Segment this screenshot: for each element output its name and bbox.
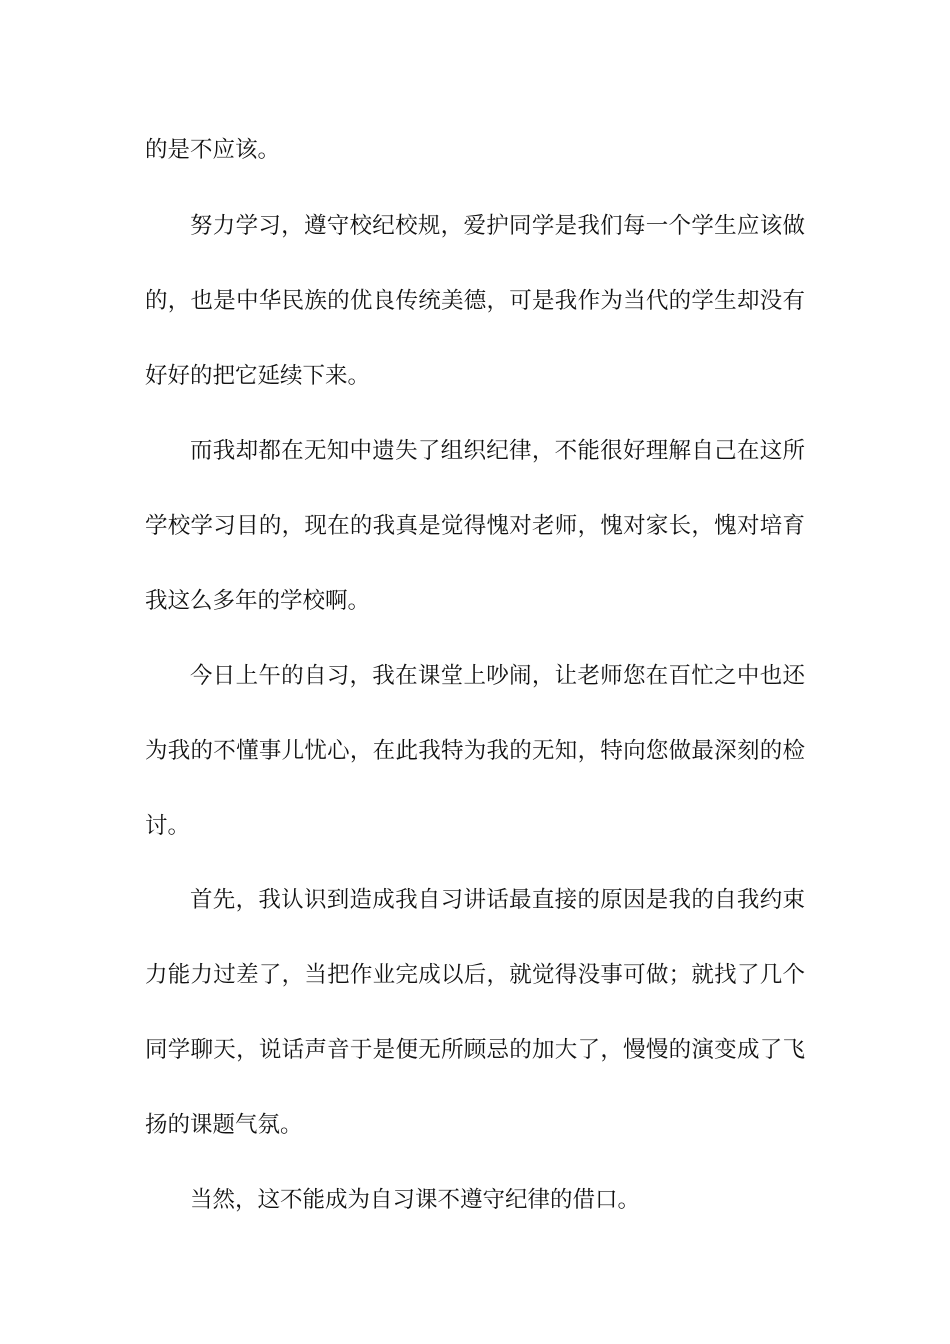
text-line: 我这么多年的学校啊。 bbox=[145, 588, 371, 614]
paragraph-first-line: 而我却都在无知中遗失了组织纪律，不能很好理解自己在这所 bbox=[190, 438, 805, 464]
text-line: 力能力过差了，当把作业完成以后，就觉得没事可做；就找了几个 bbox=[145, 962, 805, 988]
paragraph-first-line: 当然，这不能成为自习课不遵守纪律的借口。 bbox=[190, 1187, 641, 1213]
paragraph-first-line: 今日上午的自习，我在课堂上吵闹，让老师您在百忙之中也还 bbox=[190, 663, 805, 689]
paragraph-first-line: 首先，我认识到造成我自习讲话最直接的原因是我的自我约束 bbox=[190, 887, 805, 913]
text-line: 讨。 bbox=[145, 813, 191, 839]
paragraph-first-line: 努力学习，遵守校纪校规，爱护同学是我们每一个学生应该做 bbox=[190, 213, 805, 239]
text-line: 学校学习目的，现在的我真是觉得愧对老师，愧对家长，愧对培育 bbox=[145, 513, 805, 539]
text-line: 为我的不懂事儿忧心，在此我特为我的无知，特向您做最深刻的检 bbox=[145, 738, 805, 764]
text-line: 好好的把它延续下来。 bbox=[145, 363, 371, 389]
text-line: 的是不应该。 bbox=[145, 137, 281, 163]
text-line: 同学聊天，说话声音于是便无所顾忌的加大了，慢慢的演变成了飞 bbox=[145, 1037, 805, 1063]
text-line: 扬的课题气氛。 bbox=[145, 1112, 303, 1138]
text-line: 的，也是中华民族的优良传统美德，可是我作为当代的学生却没有 bbox=[145, 288, 805, 314]
